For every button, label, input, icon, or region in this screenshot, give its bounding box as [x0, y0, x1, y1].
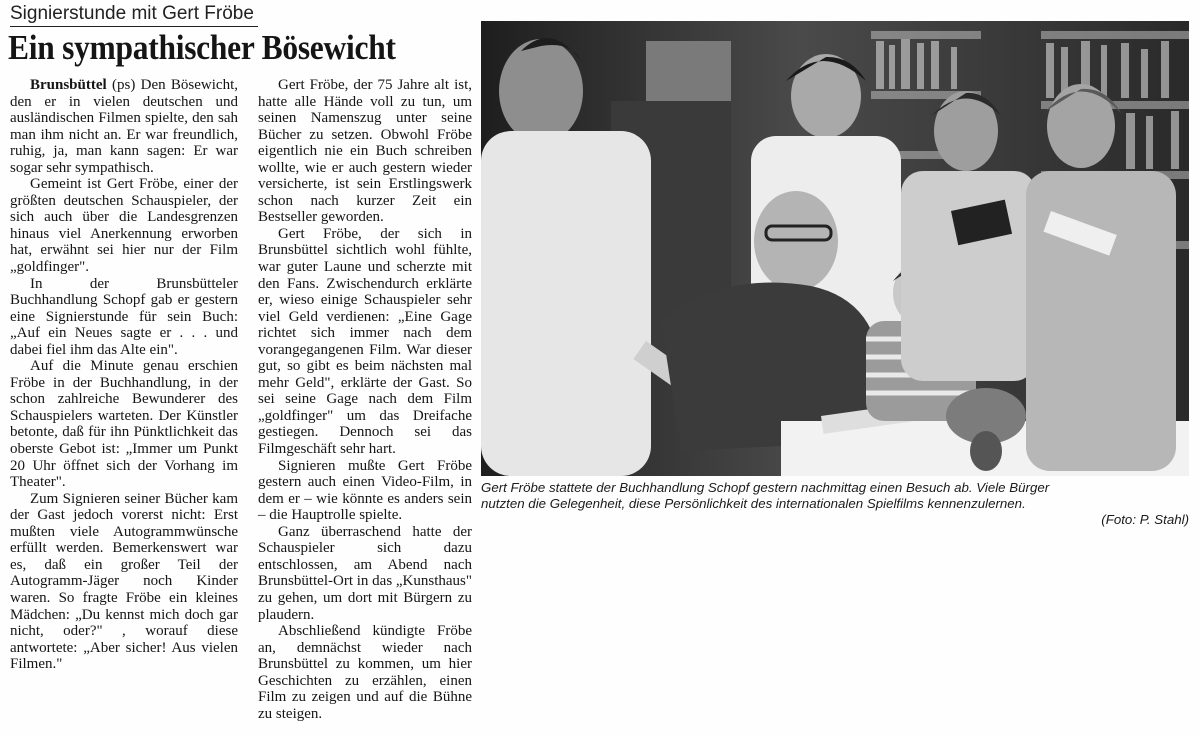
article-paragraph: In der Brunsbütteler Buchhandlung Schopf gab er gestern eine Signierstunde für sein Buch: „Auf ein Neues sagte er . . . und dabei fiel ihm das Alte ein". — [10, 275, 238, 358]
photo-caption — [481, 480, 1189, 528]
dateline: Brunsbüttel — [30, 77, 107, 93]
article-paragraph: Gert Fröbe, der sich in Brunsbüttel sichtlich wohl fühlte, war guter Laune und scherzte mit den Fans. Zwischendurch erklärte er, wieso einige Schauspieler sehr viel Geld verdienen: „Eine Gage richtet sich immer nach dem vorangegangenen Film. War dieser gut, so gibt es beim nächsten mal mehr Geld", erklärte der Gast. So sei seine Gage nach dem Film „goldfinger" um das Dreifache gestiegen. Dennoch sei das Filmgeschäft sehr hart. — [258, 225, 472, 458]
article-column-2 — [258, 77, 472, 722]
article-paragraph: Abschließend kündigte Fröbe an, demnächst wieder nach Brunsbüttel zu kommen, um hier Geschichten zu erzählen, einen Film zu zeigen und auf die Bühne zu steigen. — [258, 623, 472, 722]
photo-credit: (Foto: P. Stahl) — [1101, 512, 1189, 527]
lead-text: (ps) Den Bösewicht, den er in vielen deutschen und ausländischen Filmen spielte, den sah man ihm nicht an. Er war freundlich, ruhig, ja, man kann sagen: Er war sogar sehr sympathisch. — [10, 77, 238, 176]
article-paragraph: Gert Fröbe, der 75 Jahre alt ist, hatte alle Hände voll zu tun, um seinen Namenszug unter seine Bücher zu setzen. Obwohl Fröbe eigentlich nie ein Buch schreiben wollte, wie er auch gestern wieder versicherte, ist sein Erstlingswerk schon nach kurzer Zeit ein Bestseller geworden. — [258, 77, 472, 226]
wall-picture — [646, 41, 731, 101]
article-paragraph: Signieren mußte Gert Fröbe gestern auch einen Video-Film, in dem er – wie könnte es anders sein – die Hauptrolle spielte. — [258, 457, 472, 524]
photo-scene — [481, 21, 1189, 476]
press-photo — [481, 21, 1189, 476]
article-paragraph: Zum Signieren seiner Bücher kam der Gast jedoch vorerst nicht: Erst mußten viele Autogrammwünsche erfüllt werden. Bemerkenswert war es, daß ein großer Teil der Autogramm-Jäger noch Kinder waren. So fragte Fröbe ein kleines Mädchen: „Du kennst mich doch gar nicht, oder?" , worauf diese antwortete: „Aber sicher! Aus vielen Filmen." — [10, 490, 238, 673]
article-paragraph: Auf die Minute genau erschien Fröbe in der Buchhandlung, in der schon zahlreiche Bewunderer des Schauspielers warteten. Der Künstler betonte, daß für ihn Pünktlichkeit das oberste Gebot ist: „Immer um Punkt 20 Uhr öffnet sich der Vorhang im Theater". — [10, 358, 238, 491]
article-paragraph: Ganz überraschend hatte der Schauspieler sich dazu entschlossen, am Abend nach Brunsbüttel-Ort in das „Kunsthaus" zu gehen, um dort mit Bürgern zu plaudern. — [258, 523, 473, 623]
caption-line-1: Gert Fröbe stattete der Buchhandlung Schopf gestern nachmittag einen Besuch ab. Viele Bürger — [481, 480, 1050, 495]
kicker-heading: Signierstunde mit Gert Fröbe — [10, 2, 258, 27]
article-paragraph: Gemeint ist Gert Fröbe, einer der größten deutschen Schauspieler, der sich auch über die Landesgrenzen hinaus viel Anerkennung erworben hat, erwähnt sei hier nur der Film „goldfinger". — [10, 176, 238, 276]
article-paragraph — [10, 77, 238, 176]
caption-line-2: nutzten die Gelegenheit, diese Persönlichkeit des internationalen Spielfilms kennenzulernen. — [481, 496, 1026, 511]
article-column-1 — [10, 77, 238, 673]
headline: Ein sympathischer Bösewicht — [8, 28, 396, 67]
